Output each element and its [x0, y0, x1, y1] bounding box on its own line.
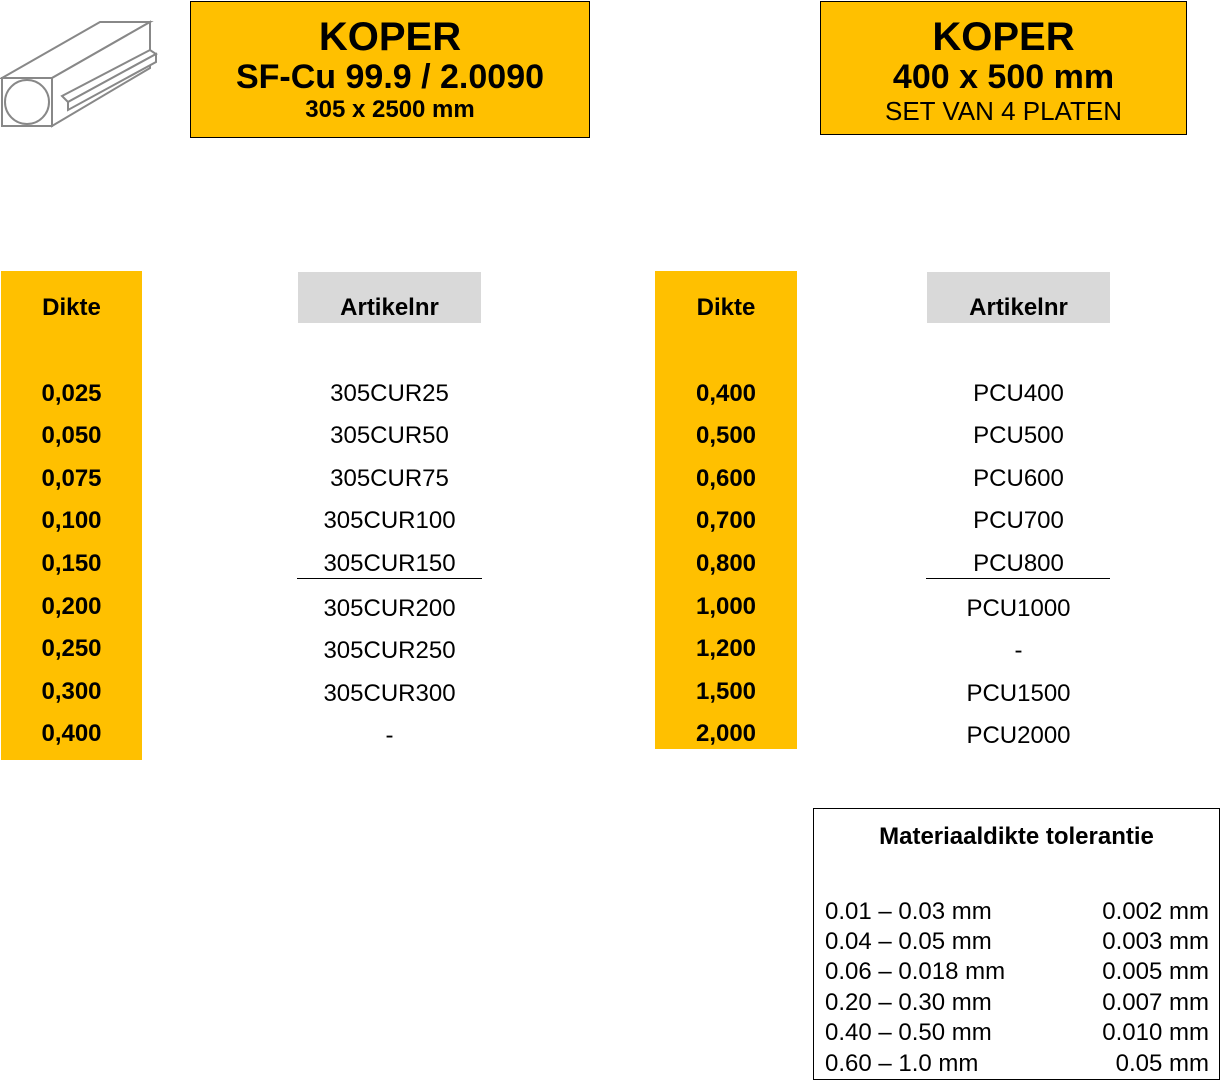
left-dikte-cell: 0,025 [41, 380, 102, 407]
tolerance-range: 0.40 – 0.50 mm [825, 1019, 992, 1046]
left-dikte-cell: 0,200 [41, 593, 102, 620]
tolerance-value: 0.002 mm [1102, 898, 1209, 925]
tolerance-box [813, 808, 1220, 1080]
tolerance-value: 0.003 mm [1102, 928, 1209, 955]
tolerance-value: 0.007 mm [1102, 989, 1209, 1016]
left-artikel-cell: 305CUR200 [323, 595, 456, 622]
title-box-right [820, 1, 1187, 135]
right-artikel-cell: PCU2000 [966, 722, 1071, 749]
right-dikte-cell: 0,800 [695, 550, 757, 577]
tolerance-title: Materiaaldikte tolerantie [879, 823, 1154, 850]
right-artikel-cell: PCU1000 [966, 595, 1071, 622]
left-artikel-cell: 305CUR25 [330, 380, 449, 407]
right-dikte-cell: 1,200 [695, 635, 757, 662]
right-artikel-cell: PCU700 [973, 507, 1064, 534]
box-right-title: KOPER [932, 15, 1075, 59]
right-artikel-cell: PCU500 [973, 422, 1064, 449]
title-box-left [190, 1, 590, 138]
right-dikte-cell: 1,000 [695, 593, 757, 620]
left-dikte-cell: 0,100 [41, 507, 102, 534]
left-dikte-cell: 0,150 [41, 550, 102, 577]
artikel-header-left: Artikelnr [340, 294, 439, 321]
tolerance-range: 0.20 – 0.30 mm [825, 989, 992, 1016]
box-left-subtitle: SF-Cu 99.9 / 2.0090 [235, 58, 545, 96]
box-right-note: SET VAN 4 PLATEN [885, 96, 1122, 126]
right-artikel-cell: PCU400 [973, 380, 1064, 407]
tolerance-range: 0.06 – 0.018 mm [825, 958, 1006, 985]
right-artikel-cell: - [1014, 637, 1023, 664]
tolerance-range: 0.60 – 1.0 mm [825, 1050, 979, 1077]
divider-line-right [926, 578, 1110, 579]
tolerance-value: 0.005 mm [1102, 958, 1209, 985]
tolerance-range: 0.04 – 0.05 mm [825, 928, 992, 955]
left-dikte-cell: 0,050 [41, 422, 102, 449]
copper-roll-icon [0, 18, 160, 130]
left-artikel-cell: 305CUR100 [323, 507, 456, 534]
right-dikte-cell: 1,500 [695, 678, 757, 705]
right-artikel-cell: PCU800 [973, 550, 1064, 577]
divider-line-left [297, 578, 482, 579]
box-left-size: 305 x 2500 mm [305, 96, 475, 123]
right-dikte-cell: 2,000 [695, 720, 757, 747]
left-dikte-cell: 0,300 [41, 678, 102, 705]
left-dikte-cell: 0,400 [41, 720, 102, 747]
left-artikel-cell: 305CUR75 [330, 465, 449, 492]
left-artikel-cell: 305CUR300 [323, 680, 456, 707]
box-left-title: KOPER [318, 15, 462, 59]
left-artikel-cell: 305CUR150 [323, 550, 456, 577]
right-dikte-cell: 0,600 [695, 465, 757, 492]
left-artikel-cell: 305CUR50 [330, 422, 449, 449]
dikte-header-right: Dikte [696, 294, 756, 321]
right-artikel-cell: PCU1500 [966, 680, 1071, 707]
right-dikte-cell: 0,500 [695, 422, 757, 449]
left-dikte-cell: 0,075 [41, 465, 102, 492]
right-dikte-cell: 0,700 [695, 507, 757, 534]
left-dikte-cell: 0,250 [41, 635, 102, 662]
box-right-subtitle: 400 x 500 mm [892, 58, 1115, 96]
tolerance-value: 0.05 mm [1115, 1050, 1209, 1077]
artikel-header-right: Artikelnr [969, 294, 1068, 321]
right-artikel-cell: PCU600 [973, 465, 1064, 492]
tolerance-value: 0.010 mm [1102, 1019, 1209, 1046]
tolerance-range: 0.01 – 0.03 mm [825, 898, 992, 925]
left-artikel-cell: 305CUR250 [323, 637, 456, 664]
right-dikte-cell: 0,400 [695, 380, 757, 407]
left-artikel-cell: - [385, 722, 394, 749]
dikte-header-left: Dikte [42, 294, 101, 321]
